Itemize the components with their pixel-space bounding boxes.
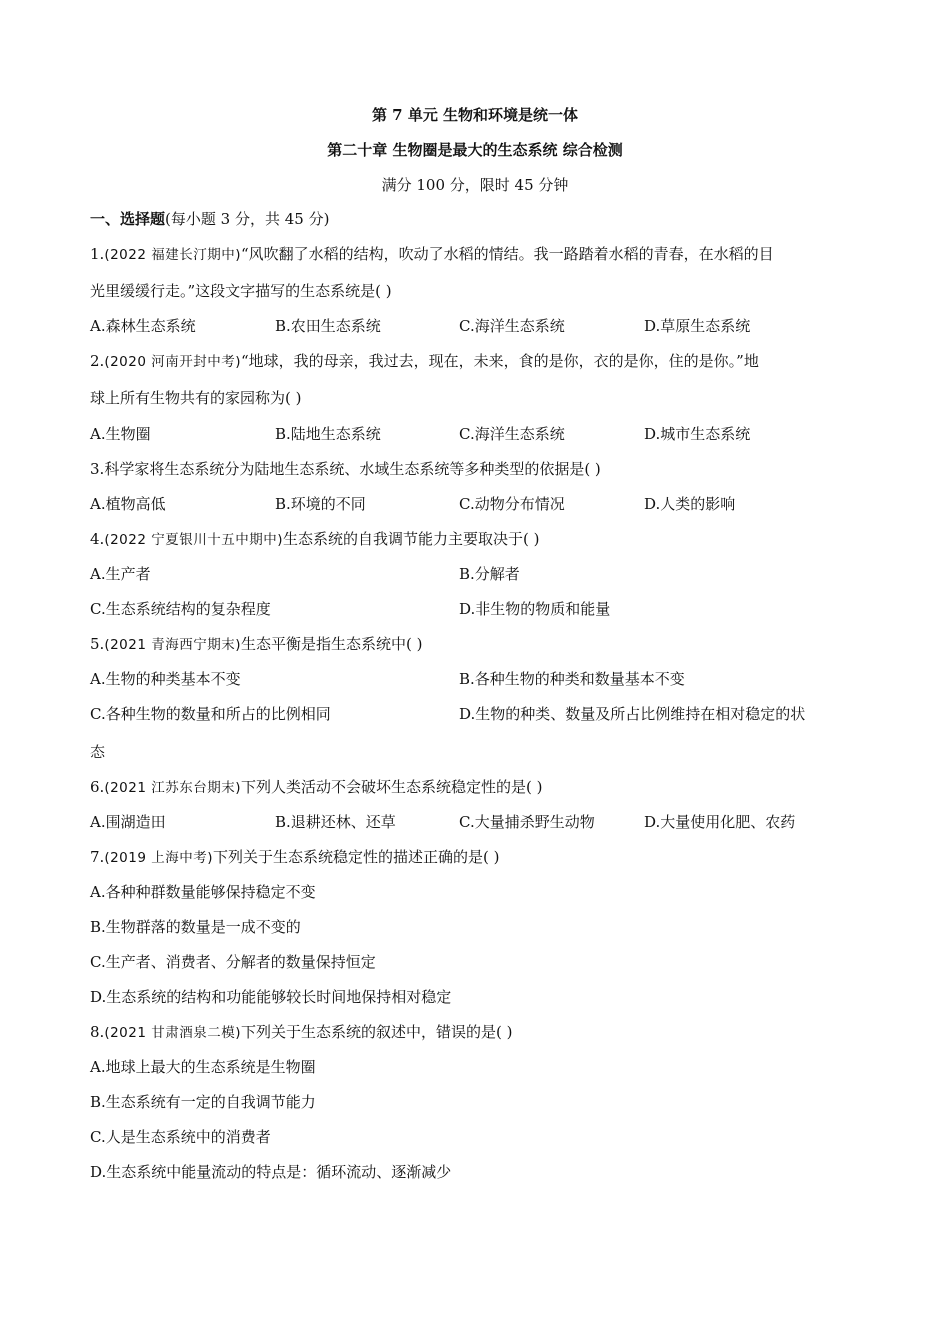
q5-option-c: C.各种生物的数量和所占的比例相同 — [90, 705, 331, 723]
q8-option-c: C.人是生态系统中的消费者 — [90, 1128, 271, 1146]
question-number: 6. — [90, 778, 105, 796]
q6-option-b: B.退耕还林、还草 — [275, 813, 396, 831]
q4-option-b: B.分解者 — [459, 565, 520, 583]
q2-option-d: D.城市生态系统 — [644, 425, 751, 443]
q3-option-a: A.植物高低 — [90, 495, 166, 513]
question-text: “地球，我的母亲，我过去，现在，未来，食的是你，衣的是你，住的是你。”地 — [241, 352, 759, 370]
question-text: 下列关于生态系统的叙述中，错误的是( ) — [241, 1023, 513, 1041]
question-6 — [90, 776, 542, 797]
question-number: 2. — [90, 352, 105, 370]
q7-option-b: B.生物群落的数量是一成不变的 — [90, 918, 301, 936]
section-heading — [90, 208, 329, 229]
q8-option-d: D.生态系统中能量流动的特点是：循环流动、逐渐减少 — [90, 1163, 452, 1181]
question-number: 4. — [90, 530, 105, 548]
unit-title: 第 7 单元 生物和环境是统一体 — [371, 106, 579, 124]
q3-option-b: B.环境的不同 — [275, 495, 366, 513]
question-number: 7. — [90, 848, 105, 866]
question-5 — [90, 633, 422, 654]
q5-option-b: B.各种生物的种类和数量基本不变 — [459, 670, 685, 688]
question-text: “风吹翻了水稻的结构，吹动了水稻的情结。我一路踏着水稻的青春，在水稻的目 — [241, 245, 774, 263]
question-number: 3. — [90, 460, 105, 478]
question-1-cont: 光里缓缓行走。”这段文字描写的生态系统是( ) — [90, 282, 392, 300]
q2-option-a: A.生物圈 — [90, 425, 151, 443]
question-source: (2021 江苏东台期末) — [104, 780, 241, 796]
q4-option-c: C.生态系统结构的复杂程度 — [90, 600, 271, 618]
q8-option-a: A.地球上最大的生态系统是生物圈 — [90, 1058, 316, 1076]
q2-option-b: B.陆地生态系统 — [275, 425, 381, 443]
q2-option-c: C.海洋生态系统 — [459, 425, 565, 443]
q8-option-b: B.生态系统有一定的自我调节能力 — [90, 1093, 316, 1111]
question-number: 8. — [90, 1023, 105, 1041]
question-text: 科学家将生态系统分为陆地生态系统、水域生态系统等多种类型的依据是( ) — [104, 460, 601, 478]
q1-option-b: B.农田生态系统 — [275, 317, 381, 335]
question-7 — [90, 846, 499, 867]
question-8 — [90, 1021, 512, 1042]
q6-option-a: A.围湖造田 — [90, 813, 166, 831]
q3-option-d: D.人类的影响 — [644, 495, 736, 513]
q3-option-c: C.动物分布情况 — [459, 495, 565, 513]
score-info: 满分 100 分，限时 45 分钟 — [381, 176, 569, 194]
q1-option-a: A.森林生态系统 — [90, 317, 196, 335]
q6-option-d: D.大量使用化肥、农药 — [644, 813, 796, 831]
q1-option-c: C.海洋生态系统 — [459, 317, 565, 335]
q5-option-d-wrap: 态 — [90, 743, 106, 761]
question-text: 下列关于生态系统稳定性的描述正确的是( ) — [213, 848, 500, 866]
question-number: 1. — [90, 245, 105, 263]
question-source: (2020 河南开封中考) — [104, 354, 241, 370]
q4-option-d: D.非生物的物质和能量 — [459, 600, 611, 618]
q7-option-d: D.生态系统的结构和功能能够较长时间地保持相对稳定 — [90, 988, 452, 1006]
question-2 — [90, 350, 759, 371]
question-2-cont: 球上所有生物共有的家园称为( ) — [90, 389, 302, 407]
question-source: (2022 宁夏银川十五中期中) — [104, 532, 283, 548]
question-4 — [90, 528, 539, 549]
section-title: 一、选择题 — [90, 210, 166, 228]
q7-option-c: C.生产者、消费者、分解者的数量保持恒定 — [90, 953, 376, 971]
question-text: 生态系统的自我调节能力主要取决于( ) — [283, 530, 540, 548]
question-1 — [90, 243, 774, 264]
q7-option-a: A.各种种群数量能够保持稳定不变 — [90, 883, 316, 901]
q5-option-a: A.生物的种类基本不变 — [90, 670, 241, 688]
q1-option-d: D.草原生态系统 — [644, 317, 751, 335]
q6-option-c: C.大量捕杀野生动物 — [459, 813, 595, 831]
question-source: (2021 甘肃酒泉二模) — [104, 1025, 241, 1041]
question-source: (2019 上海中考) — [104, 850, 213, 866]
q4-option-a: A.生产者 — [90, 565, 151, 583]
section-note: (每小题 3 分，共 45 分) — [165, 210, 330, 228]
chapter-title: 第二十章 生物圈是最大的生态系统 综合检测 — [327, 141, 623, 159]
question-3 — [90, 458, 601, 479]
q5-option-d: D.生物的种类、数量及所占比例维持在相对稳定的状 — [459, 705, 806, 723]
question-number: 5. — [90, 635, 105, 653]
question-source: (2022 福建长汀期中) — [104, 247, 241, 263]
question-text: 生态平衡是指生态系统中( ) — [241, 635, 423, 653]
question-source: (2021 青海西宁期末) — [104, 637, 241, 653]
question-text: 下列人类活动不会破坏生态系统稳定性的是( ) — [241, 778, 543, 796]
